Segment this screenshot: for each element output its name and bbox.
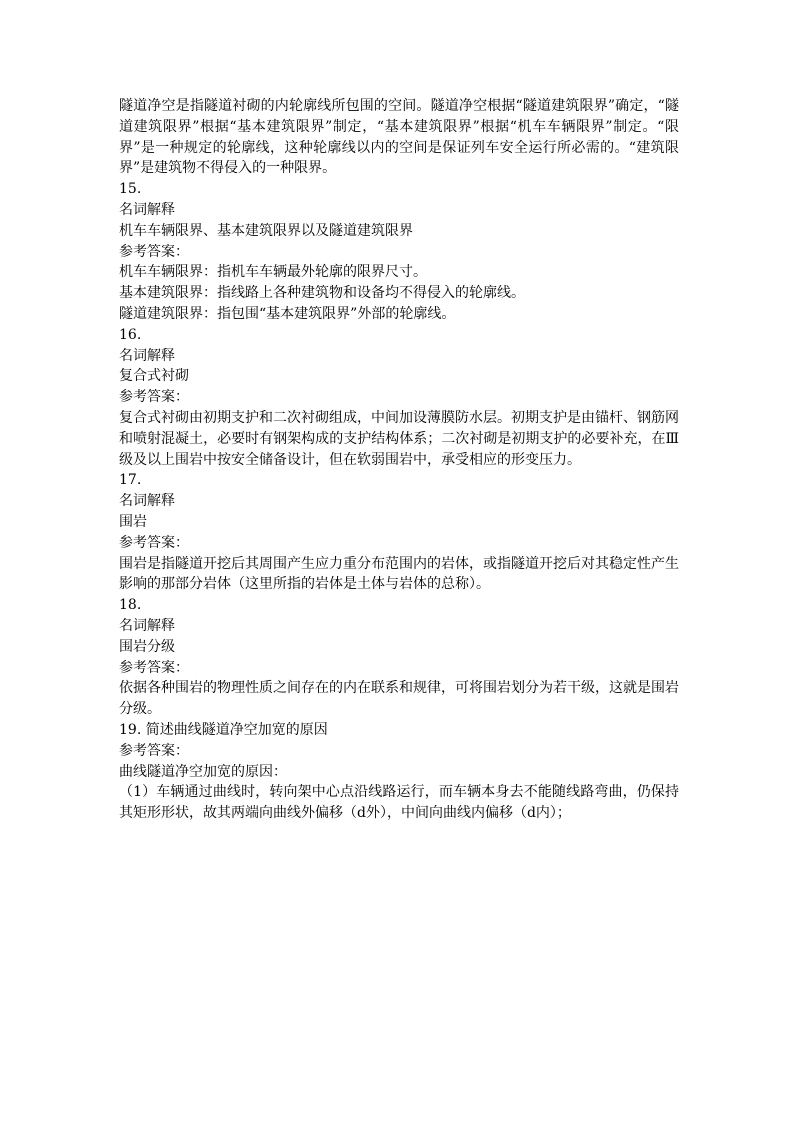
answer-label-17: 参考答案：	[119, 534, 189, 551]
question-type-16: 名词解释	[119, 347, 175, 364]
question-number-16: 16.	[119, 326, 142, 343]
question-title-16: 复合式衬砌	[119, 368, 189, 385]
question-type-15: 名词解释	[119, 201, 175, 218]
answer-line-vehicle-gauge: 机车车辆限界：指机车车辆最外轮廓的限界尺寸。	[119, 264, 427, 281]
question-number-17: 17.	[119, 472, 142, 489]
answer-line-basic-building-gauge: 基本建筑限界：指线路上各种建筑物和设备均不得侵入的轮廓线。	[119, 285, 525, 302]
answer-heading-19: 曲线隧道净空加宽的原因：	[119, 763, 287, 780]
answer-label-15: 参考答案：	[119, 243, 189, 260]
answer-reason-1: （1）车辆通过曲线时，转向架中心点沿线路运行，而车辆本身去不能随线路弯曲，仍保持其矩形形状，故其两端向曲线外偏移（d外），中间向曲线内偏移（d内）；	[119, 784, 679, 822]
question-number-15: 15.	[119, 181, 142, 198]
question-number-18: 18.	[119, 597, 142, 614]
answer-label-16: 参考答案：	[119, 389, 189, 406]
question-type-17: 名词解释	[119, 493, 175, 510]
question-title-18: 围岩分级	[119, 638, 175, 655]
answer-label-18: 参考答案：	[119, 659, 189, 676]
answer-composite-lining: 复合式衬砌由初期支护和二次衬砌组成，中间加设薄膜防水层。初期支护是由锚杆、钢筋网和喷射混凝土，必要时有钢架构成的支护结构体系；二次衬砌是初期支护的必要补充，在Ⅲ级及以上围岩中按安全储备设计，但在软弱围岩中，承受相应的形变压力。	[119, 409, 679, 468]
answer-surrounding-rock: 围岩是指隧道开挖后其周围产生应力重分布范围内的岩体，或指隧道开挖后对其稳定性产生影响的那部分岩体（这里所指的岩体是土体与岩体的总称）。	[119, 555, 679, 593]
answer-label-19: 参考答案：	[119, 742, 189, 759]
document-page	[119, 96, 679, 824]
question-title-15: 机车车辆限界、基本建筑限界以及隧道建筑限界	[119, 222, 413, 239]
answer-rock-classification: 依据各种围岩的物理性质之间存在的内在联系和规律，可将围岩划分为若干级，这就是围岩分级。	[119, 680, 679, 718]
paragraph-tunnel-clearance-definition: 隧道净空是指隧道衬砌的内轮廓线所包围的空间。隧道净空根据“隧道建筑限界”确定，“隧道建筑限界”根据“基本建筑限界”制定，“基本建筑限界”根据“机车车辆限界”制定。“限界”是一种规定的轮廓线，这种轮廓线以内的空间是保证列车安全运行所必需的。“建筑限界”是建筑物不得侵入的一种限界。	[119, 98, 679, 177]
question-type-18: 名词解释	[119, 617, 175, 634]
question-title-17: 围岩	[119, 513, 147, 530]
answer-line-tunnel-building-gauge: 隧道建筑限界：指包围“基本建筑限界”外部的轮廓线。	[119, 305, 456, 322]
question-title-19: 19. 简述曲线隧道净空加宽的原因	[119, 721, 328, 738]
